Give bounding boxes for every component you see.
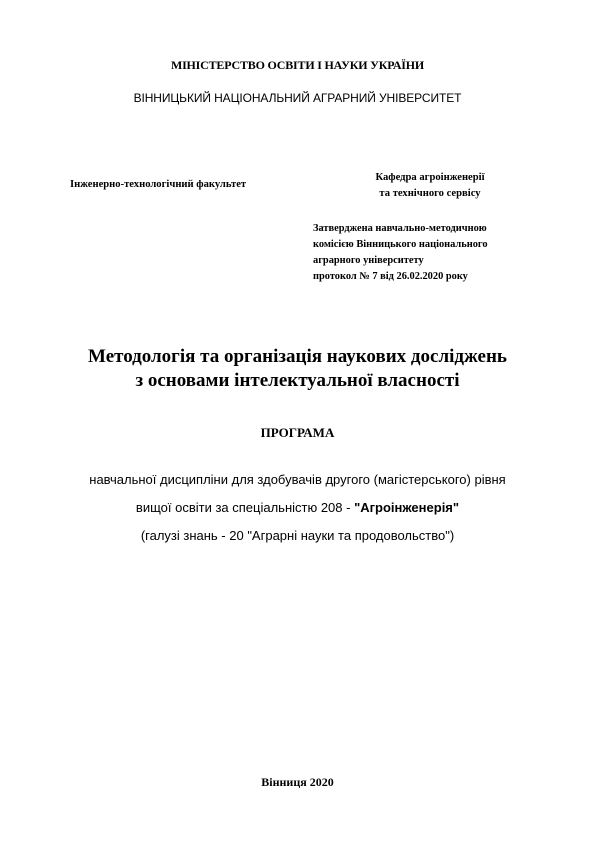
university-heading: ВІННИЦЬКИЙ НАЦІОНАЛЬНИЙ АГРАРНИЙ УНІВЕРСИТЕТ — [133, 91, 462, 105]
course-title — [0, 345, 595, 393]
document-type: ПРОГРАМА — [260, 425, 335, 440]
department-name — [340, 170, 520, 202]
city-year: Вінниця 2020 — [261, 775, 334, 789]
approval-block — [313, 221, 573, 285]
course-description — [0, 466, 595, 550]
description-line-2-prefix: вищої освіти за спеціальністю 208 - — [135, 500, 355, 515]
ministry-heading: МІНІСТЕРСТВО ОСВІТИ І НАУКИ УКРАЇНИ — [170, 58, 425, 72]
approval-line-2: комісією Вінницького національного — [313, 239, 488, 250]
approval-line-4: протокол № 7 від 26.02.2020 року — [313, 271, 468, 282]
description-line-3: (галузі знань - 20 "Аграрні науки та продовольство") — [140, 528, 455, 543]
course-title-line-1: Методологія та організація наукових досліджень — [88, 346, 507, 367]
department-line-1: Кафедра агроінженерії — [375, 172, 485, 183]
faculty-name: Інженерно-технологічний факультет — [70, 179, 247, 190]
course-title-line-2: з основами інтелектуальної власності — [135, 370, 460, 391]
approval-line-3: аграрного університету — [313, 255, 424, 266]
description-line-1: навчальної дисципліни для здобувачів другого (магістерського) рівня — [89, 472, 506, 487]
department-line-2: та технічного сервісу — [379, 188, 481, 199]
approval-line-1: Затверджена навчально-методичною — [313, 223, 487, 234]
specialty-name: "Агроінженерія" — [354, 500, 460, 515]
description-line-2 — [0, 494, 595, 522]
